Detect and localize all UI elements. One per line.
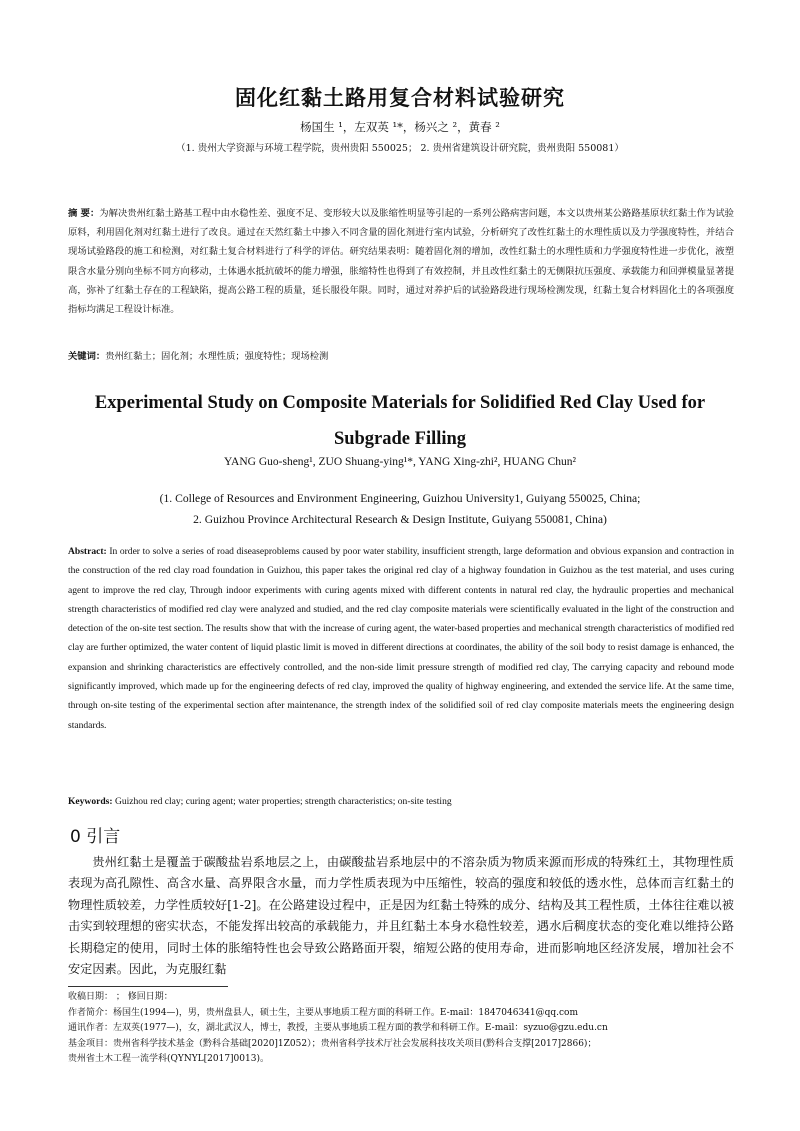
english-keywords-text: Guizhou red clay; curing agent; water properties; strength characteristics; on-site testing [114, 796, 452, 807]
footnotes [68, 990, 734, 1068]
english-keywords [68, 796, 734, 807]
chinese-affiliations: （1. 贵州大学资源与环境工程学院，贵州贵阳 550025； 2. 贵州省建筑设计研究院，贵州贵阳 550081） [176, 143, 624, 154]
chinese-keywords-text: 贵州红黏土；固化剂；水理性质；强度特性；现场检测 [105, 351, 329, 362]
english-abstract-label: Abstract: [68, 546, 107, 557]
section-heading-introduction: 0 引言 [70, 827, 121, 847]
footnote-line: 基金项目：贵州省科学技术基金（黔科合基础[2020]1Z052）；贵州省科学技术厅社会发展科技攻关项目(黔科合支撑[2017]2866)； [68, 1038, 597, 1049]
chinese-abstract [68, 204, 734, 319]
footnote-divider [68, 986, 228, 987]
footnote-line: 贵州省土木工程一流学科(QYNYL[2017]0013)。 [68, 1054, 269, 1064]
footnote-line: 通讯作者：左双英(1977—)，女，湖北武汉人，博士，教授，主要从事地质工程方面的教学和科研工作。E-mail：syzuo@gzu.edu.cn [68, 1023, 608, 1033]
english-affiliation-1: (1. College of Resources and Environment Engineering, Guizhou University1, Guiyang 550025, China; [159, 492, 641, 505]
chinese-title: 固化红黏土路用复合材料试验研究 [235, 86, 565, 110]
footnote-line: 收稿日期： ； 修回日期： [68, 992, 173, 1002]
chinese-abstract-label: 摘 要： [68, 208, 100, 219]
english-affiliation-2: 2. Guizhou Province Architectural Research & Design Institute, Guiyang 550081, China) [193, 513, 607, 526]
chinese-authors: 杨国生 ¹，左双英 ¹*，杨兴之 ²，黄春 ² [300, 120, 500, 134]
chinese-keywords-label: 关键词： [68, 351, 106, 362]
chinese-abstract-text: 为解决贵州红黏土路基工程中由水稳性差、强度不足、变形较大以及胀缩性明显等引起的一系列公路病害问题，本文以贵州某公路路基原状红黏土作为试验原料，利用固化剂对红黏土进行了改良。通过在天然红黏土中掺入不同含量的固化剂进行室内试验，分析研究了改性红黏土的水理性质以及力学强度特性，并结合现场试验路段的施工和检测，对红黏土复合材料进行了科学的评估。研究结果表明：随着固化剂的增加，改性红黏土的水理性质和力学强度特性进一步优化，液塑限含水量分别向坐标不同方向移动，土体遇水抵抗破坏的能力增强，胀缩特性也得到了有效控制，并且改性红黏土的无侧限抗压强度、承载能力和回弹模量显著提高，弥补了红黏土存在的工程缺陷，提高公路工程的质量，延长服役年限。同时，通过对养护后的试验路段进行现场检测发现，红黏土复合材料固化土的各项强度指标均满足工程设计标准。 [68, 208, 734, 316]
english-abstract-text: In order to solve a series of road diseaseproblems caused by poor water stability, insufficient strength, large deformation and obvious expansion and contraction in the construction of the red clay road foundation in Guizhou, this paper takes the original red clay of a highway foundation in Guizhou as the test material, and uses curing agent to improve the red clay, Through indoor experiments with curing agents mixed with different contents in natural red clay, the hydraulic properties and mechanical strength characteristics of modified red clay were analyzed and studied, and the red clay composite materials were scientifically evaluated in the light of the construction and detection of the on-site test section. The results show that with the increase of curing agent, the water-based properties and mechanical strength characteristics of modified red clay are further optimized, the water content of liquid plastic limit is moved in different directions at coordinates, the ability of the soil body to resist damage is enhanced, the expansion and shrinking characteristics are effectively controlled, and the non-side limit pressure strength of modified red clay, The carrying capacity and rebound mode significantly improved, which made up for the engineering defects of red clay, improved the quality of highway engineering, and extended the service life. At the same time, through on-site testing of the experimental section after maintenance, the strength index of the solidified soil of red clay composite materials meets the engineering design standards. [68, 546, 735, 731]
chinese-keywords [68, 348, 734, 362]
english-authors: YANG Guo-sheng¹, ZUO Shuang-ying¹*, YANG Xing-zhi², HUANG Chun² [224, 456, 576, 468]
english-title: Experimental Study on Composite Materials for Solidified Red Clay Used for Subgrade Filling [94, 393, 706, 449]
english-keywords-label: Keywords: [68, 796, 113, 807]
english-affiliations [0, 488, 800, 530]
introduction-paragraph: 贵州红黏土是覆盖于碳酸盐岩系地层之上，由碳酸盐岩系地层中的不溶杂质为物质来源而形成的特殊红土，其物理性质表现为高孔隙性、高含水量、高界限含水量，而力学性质表现为中压缩性，较高的强度和较低的透水性，总体而言红黏土的物理性质较差，力学性质较好[1-2]。在公路建设过程中，正是因为红黏土特殊的成分、结构及其工程性质，土体往往难以被击实到较理想的密实状态，不能发挥出较高的承载能力，并且红黏土本身水稳性较差，遇水后稠度状态的变化难以维持公路长期稳定的使用，同时土体的胀缩特性也会导致公路路面开裂，缩短公路的使用寿命，进而影响地区经济发展，增加社会不安定因素。因此，为克服红黏 [68, 855, 734, 977]
footnote-line: 作者简介：杨国生(1994—)，男，贵州盘县人，硕士生，主要从事地质工程方面的科研工作。E-mail：1847046341@qq.com [68, 1007, 579, 1018]
english-abstract [68, 542, 734, 735]
